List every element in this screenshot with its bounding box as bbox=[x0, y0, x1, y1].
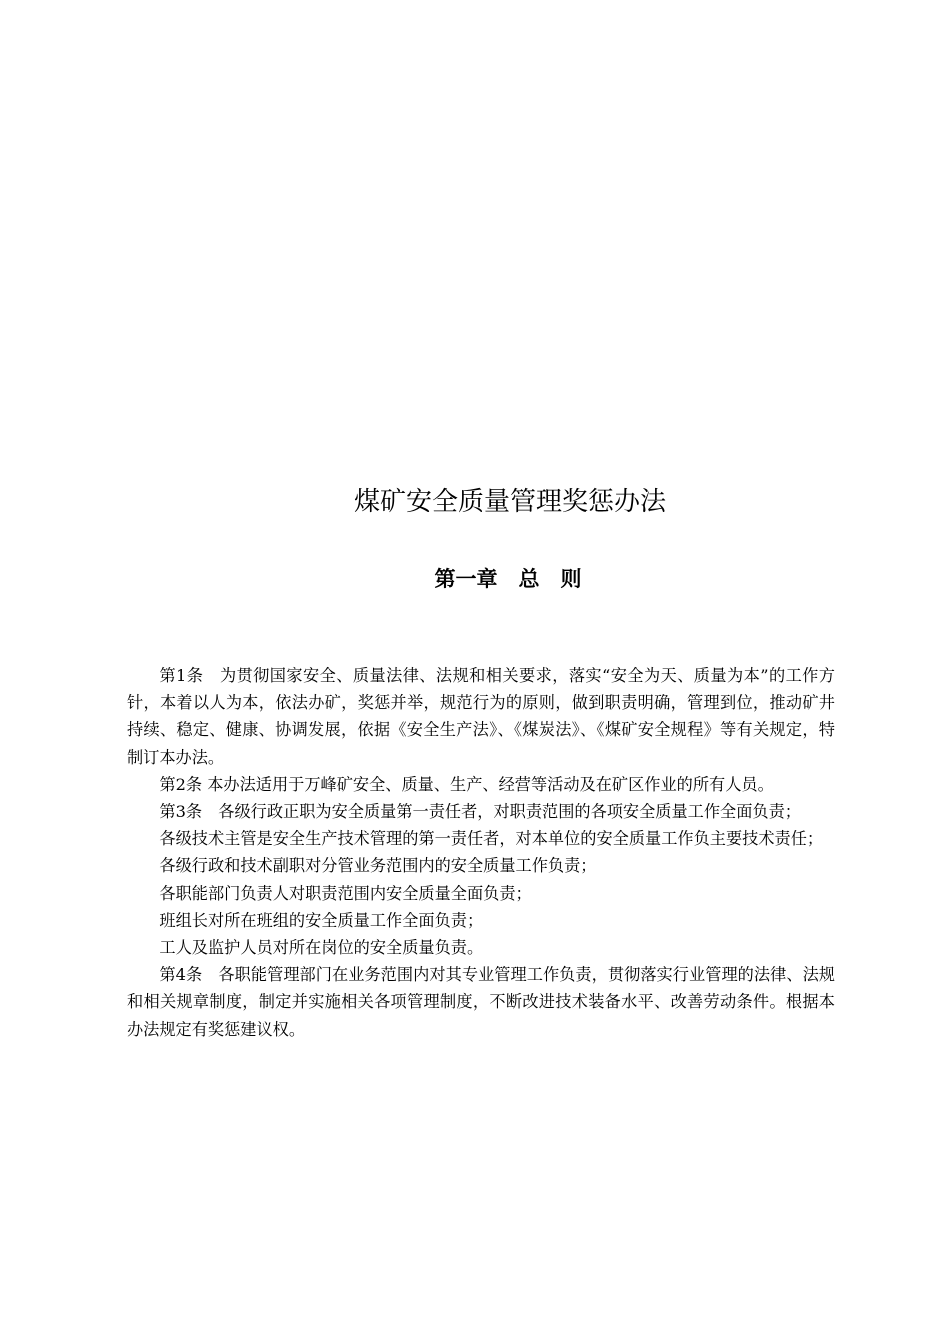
chapter-title: 第一章 总 则 bbox=[434, 567, 582, 591]
article-4: 第4条 各职能管理部门在业务范围内对其专业管理工作负责，贯彻落实行业管理的法律、法规和相关规章制度，制定并实施相关各项管理制度，不断改进技术装备水平、改善劳动条件。根据本办法规定有奖惩建议权。 bbox=[127, 965, 835, 1039]
document-body bbox=[127, 662, 835, 1043]
article-3-department-heads: 各职能部门负责人对职责范围内安全质量全面负责； bbox=[159, 883, 532, 903]
article-3-technical-lead: 各级技术主管是安全生产技术管理的第一责任者，对本单位的安全质量工作负主要技术责任； bbox=[159, 829, 824, 849]
article-1: 第1条 为贯彻国家安全、质量法律、法规和相关要求，落实“安全为天、质量为本”的工作方针，本着以人为本，依法办矿，奖惩并举，规范行为的原则，做到职责明确，管理到位，推动矿井持续、稳定、健康、协调发展，依据《安全生产法》、《煤炭法》、《煤矿安全规程》等有关规定，特制订本办法。 bbox=[127, 666, 835, 767]
article-2: 第2条 本办法适用于万峰矿安全、质量、生产、经营等活动及在矿区作业的所有人员。 bbox=[159, 774, 774, 794]
article-3-team-leaders: 班组长对所在班组的安全质量工作全面负责； bbox=[159, 910, 484, 930]
article-3-deputies: 各级行政和技术副职对分管业务范围内的安全质量工作负责； bbox=[159, 856, 597, 876]
article-3-workers: 工人及监护人员对所在岗位的安全质量负责。 bbox=[159, 938, 484, 958]
document-title: 煤矿安全质量管理奖惩办法 bbox=[353, 487, 666, 517]
article-3: 第3条 各级行政正职为安全质量第一责任者，对职责范围的各项安全质量工作全面负责； bbox=[159, 802, 801, 822]
